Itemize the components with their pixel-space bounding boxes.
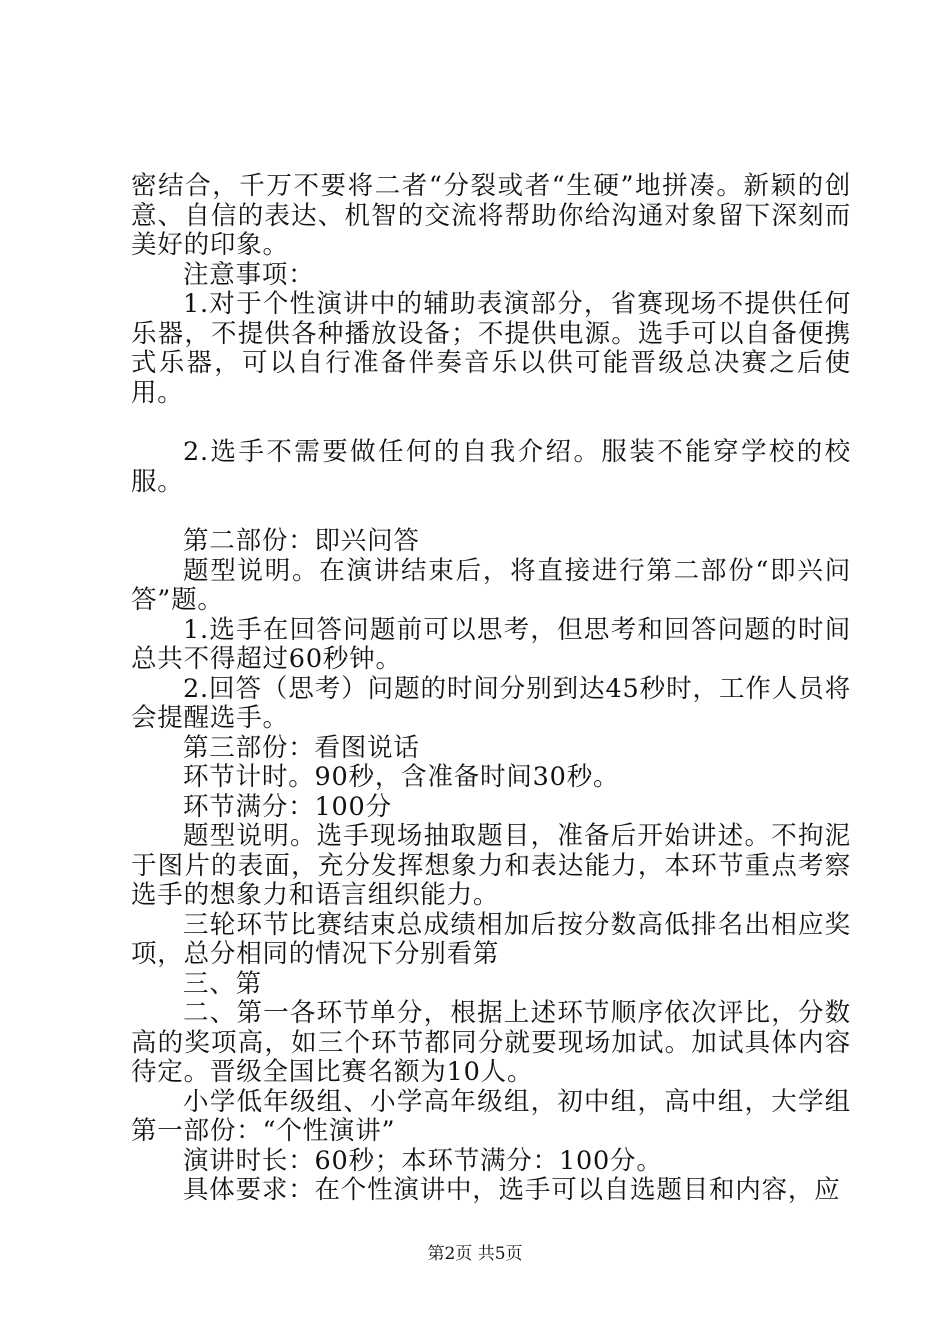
paragraph: 2.回答（思考）问题的时间分别到达45秒时，工作人员将会提醒选手。 [131, 673, 851, 733]
paragraph: 1.对于个性演讲中的辅助表演部分，省赛现场不提供任何乐器，不提供各种播放设备；不提供电源。选手可以自备便携式乐器，可以自行准备伴奏音乐以供可能晋级总决赛之后使用。 [131, 289, 851, 408]
paragraph: 2.选手不需要做任何的自我介绍。服装不能穿学校的校服。 [131, 437, 851, 497]
paragraph: 题型说明。在演讲结束后，将直接进行第二部份“即兴问答”题。 [131, 555, 851, 615]
section-heading: 第三部份：看图说话 [183, 732, 420, 763]
paragraph: 密结合，千万不要将二者“分裂或者“生硬”地拼凑。新颖的创意、自信的表达、机智的交流将帮助你给沟通对象留下深刻而美好的印象。 [131, 171, 851, 260]
paragraph: 题型说明。选手现场抽取题目，准备后开始讲述。不拘泥于图片的表面，充分发挥想象力和表达能力，本环节重点考察选手的想象力和语言组织能力。 [131, 821, 851, 910]
paragraph: 环节计时。90秒，含准备时间30秒。 [183, 762, 620, 792]
section-heading: 第二部份：即兴问答 [183, 526, 420, 556]
paragraph: 三轮环节比赛结束总成绩相加后按分数高低排名出相应奖项，总分相同的情况下分别看第 [131, 909, 851, 969]
paragraph: 演讲时长：60秒；本环节满分：100分。 [183, 1145, 663, 1176]
paragraph: 环节满分：100分 [183, 791, 392, 822]
paragraph: 小学低年级组、小学高年级组，初中组，高中组，大学组第一部份：“个性演讲” [131, 1086, 851, 1146]
paragraph: 三、第 [183, 968, 262, 999]
document-body [131, 172, 851, 1206]
paragraph: 注意事项： [183, 259, 315, 290]
paragraph: 二、第一各环节单分，根据上述环节顺序依次评比，分数高的奖项高，如三个环节都同分就要现场加试。加试具体内容待定。晋级全国比赛名额为10人。 [131, 998, 851, 1087]
page-number-footer: 第2页 共5页 [427, 1244, 523, 1264]
paragraph: 具体要求：在个性演讲中，选手可以自选题目和内容，应 [183, 1175, 841, 1205]
paragraph: 1.选手在回答问题前可以思考，但思考和回答问题的时间总共不得超过60秒钟。 [131, 614, 851, 674]
